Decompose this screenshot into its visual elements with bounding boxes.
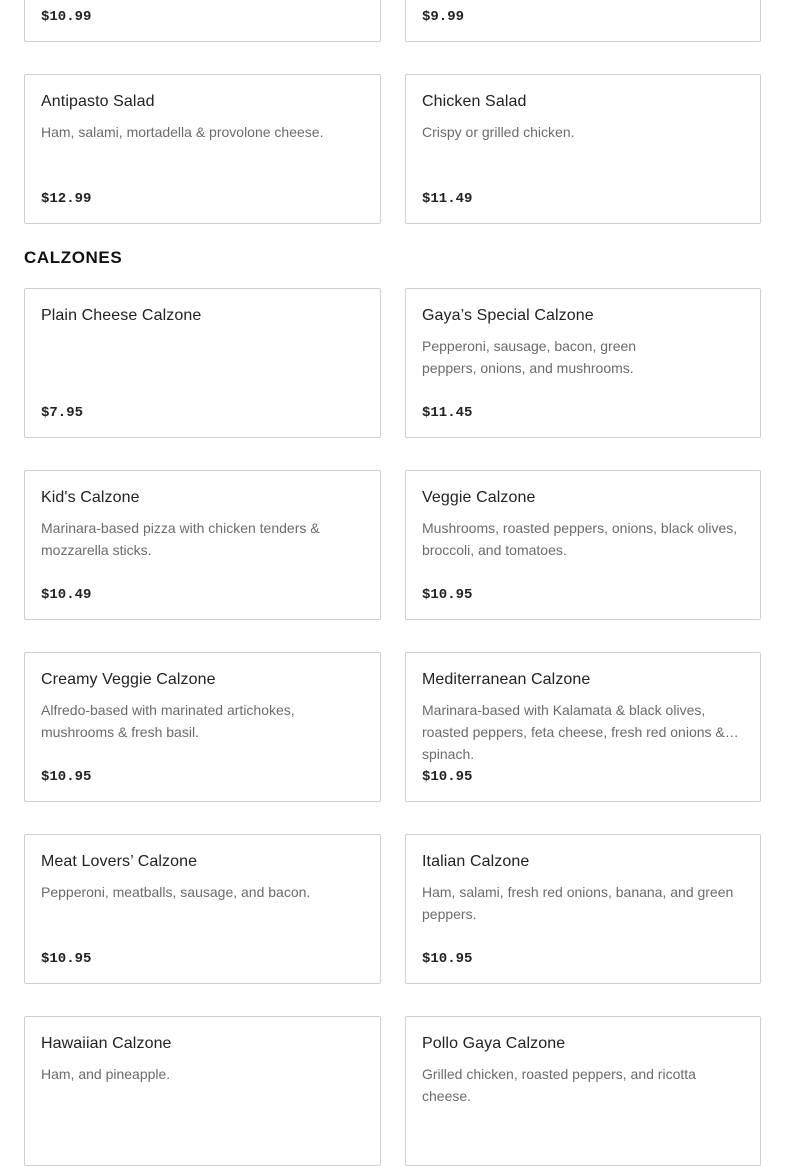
menu-item-card[interactable] xyxy=(405,0,761,42)
section-title-calzones: CALZONES xyxy=(24,248,123,267)
item-name: Italian Calzone xyxy=(422,853,530,870)
item-description: Marinara-based pizza with chicken tenders & mozzarella sticks. xyxy=(41,520,320,558)
item-name: Pollo Gaya Calzone xyxy=(422,1035,566,1052)
menu-item-card[interactable] xyxy=(24,470,381,620)
item-name: Creamy Veggie Calzone xyxy=(41,671,216,688)
item-description: Ham, salami, fresh red onions, banana, and green peppers. xyxy=(422,884,734,922)
item-name: Gaya’s Special Calzone xyxy=(422,307,594,324)
item-name: Kid's Calzone xyxy=(41,489,140,506)
item-description: Marinara-based with Kalamata & black olives, roasted peppers, feta cheese, fresh red onions & spinach. xyxy=(422,702,725,762)
menu-item-card[interactable] xyxy=(24,288,381,438)
item-name: Plain Cheese Calzone xyxy=(41,307,202,324)
menu-item-card[interactable] xyxy=(24,1016,381,1166)
item-price: $10.95 xyxy=(41,769,92,785)
menu-item-card[interactable] xyxy=(24,834,381,984)
item-name: Antipasto Salad xyxy=(41,93,155,110)
item-description: Pepperoni, sausage, bacon, green peppers, onions, and mushrooms. xyxy=(422,338,637,376)
item-price: $10.49 xyxy=(41,587,92,603)
item-name: Hawaiian Calzone xyxy=(41,1035,172,1052)
item-name: Veggie Calzone xyxy=(422,489,536,506)
menu-item-card[interactable] xyxy=(405,74,761,224)
menu-item-card[interactable] xyxy=(405,470,761,620)
item-price: $12.99 xyxy=(41,191,92,207)
item-description: Mushrooms, roasted peppers, onions, black olives, broccoli, and tomatoes. xyxy=(422,520,738,558)
item-price: $10.95 xyxy=(422,951,473,967)
item-name: Mediterranean Calzone xyxy=(422,671,591,688)
item-price: $11.49 xyxy=(422,191,473,207)
menu-item-card[interactable] xyxy=(24,0,381,42)
item-price: $10.95 xyxy=(422,587,473,603)
item-description: Pepperoni, meatballs, sausage, and bacon. xyxy=(41,884,311,900)
item-price: $10.95 xyxy=(422,769,473,785)
menu-item-card[interactable] xyxy=(405,834,761,984)
item-name: Meat Lovers’ Calzone xyxy=(41,853,198,870)
menu-item-card[interactable] xyxy=(405,288,761,438)
menu-item-card[interactable] xyxy=(24,74,381,224)
item-description: Ham, and pineapple. xyxy=(41,1066,171,1082)
menu-item-card[interactable] xyxy=(405,652,761,802)
menu-item-card[interactable] xyxy=(405,1016,761,1166)
item-name: Chicken Salad xyxy=(422,93,527,110)
item-price: $10.95 xyxy=(41,951,92,967)
item-price: $11.45 xyxy=(422,405,473,421)
item-description: Alfredo-based with marinated artichokes, mushrooms & fresh basil. xyxy=(41,702,295,740)
item-description: Crispy or grilled chicken. xyxy=(422,124,575,140)
item-description: Ham, salami, mortadella & provolone cheese. xyxy=(41,124,324,140)
menu-item-card[interactable] xyxy=(24,652,381,802)
item-price: $9.99 xyxy=(422,9,465,25)
item-price: $10.99 xyxy=(41,9,92,25)
item-description: Grilled chicken, roasted peppers, and ricotta cheese. xyxy=(422,1066,696,1104)
item-price: $7.95 xyxy=(41,405,84,421)
